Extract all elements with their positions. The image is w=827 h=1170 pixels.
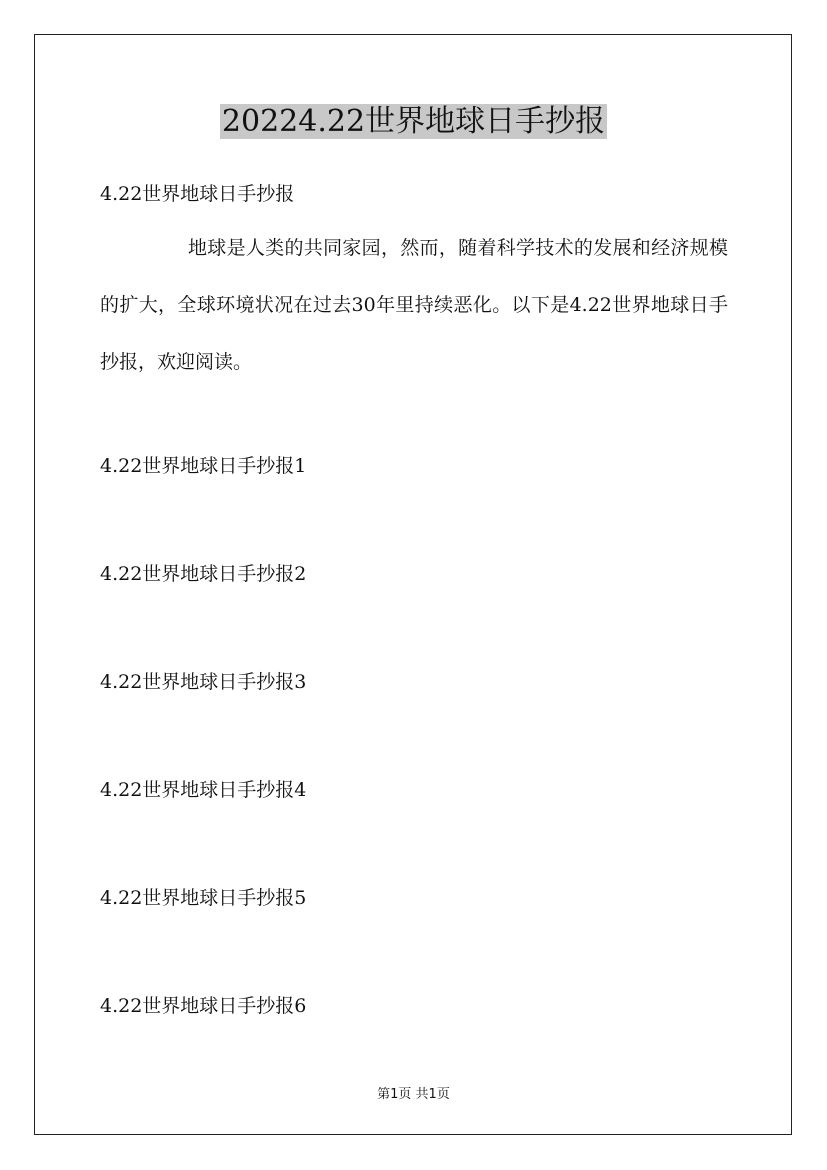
section-list (100, 452, 306, 1100)
section-heading: 4.22世界地球日手抄报3 (100, 671, 307, 693)
section-heading: 4.22世界地球日手抄报4 (100, 779, 307, 801)
section-heading: 4.22世界地球日手抄报2 (100, 563, 307, 585)
section-heading: 4.22世界地球日手抄报1 (100, 455, 307, 477)
section-heading: 4.22世界地球日手抄报5 (100, 887, 307, 909)
document-subtitle: 4.22世界地球日手抄报 (100, 183, 295, 205)
page-footer: 第1页 共1页 (377, 1087, 450, 1102)
document-title-text: 20224.22世界地球日手抄报 (221, 104, 606, 139)
intro-paragraph: 地球是人类的共同家园，然而，随着科学技术的发展和经济规模的扩大，全球环境状况在过去30年里持续恶化。以下是4.22世界地球日手抄报，欢迎阅读。 (100, 237, 728, 373)
section-heading: 4.22世界地球日手抄报6 (100, 995, 307, 1017)
document-title (0, 100, 827, 144)
